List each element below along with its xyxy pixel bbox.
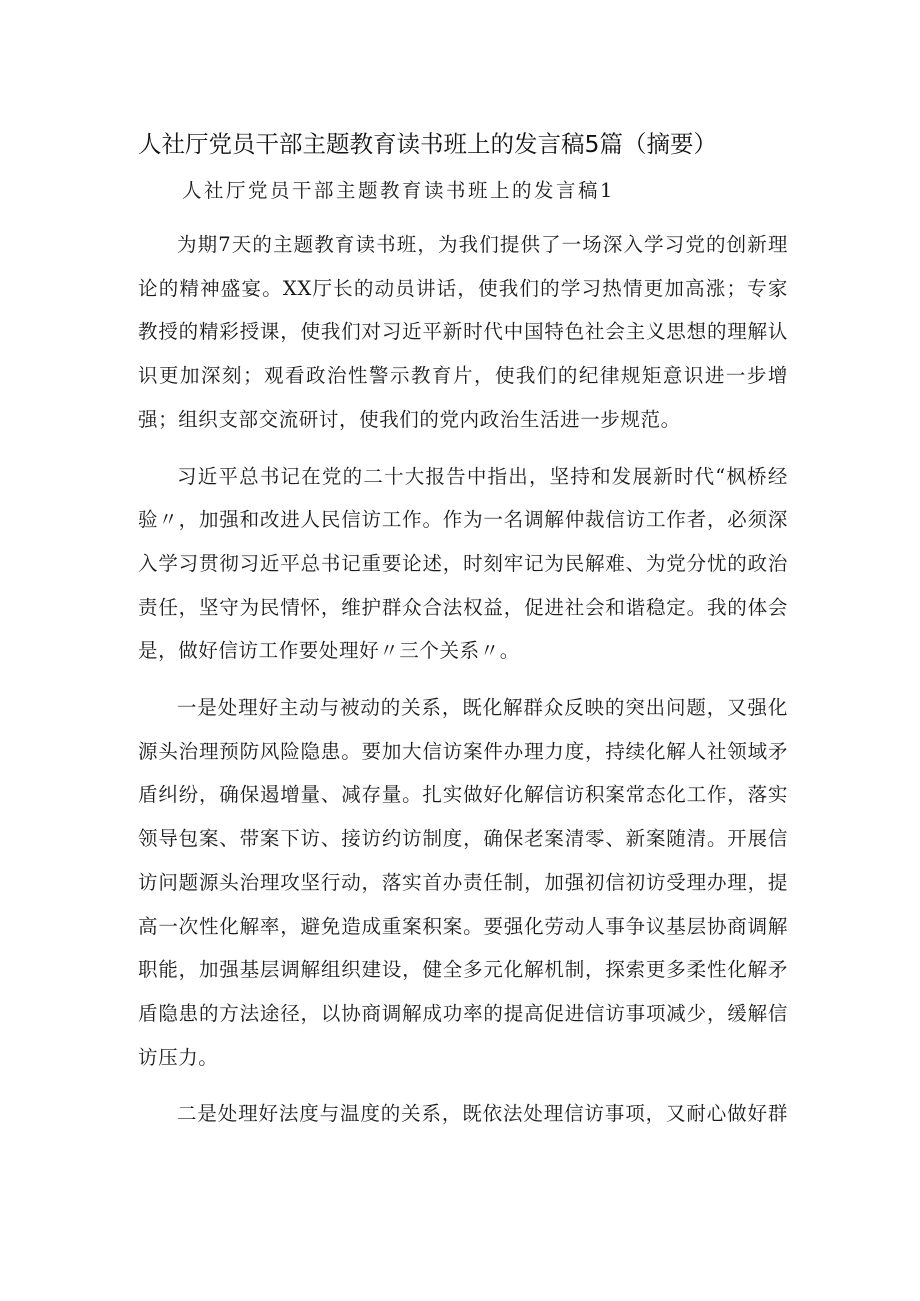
document-body [138,223,788,1149]
document-subtitle: 人社厅党员干部主题教育读书班上的发言稿1 [182,179,615,202]
paragraph-petition-work: 习近平总书记在党的二十大报告中指出，坚持和发展新时代“枫桥经验〃，加强和改进人民信访工作。作为一名调解仲裁信访工作者，必须深入学习贯彻习近平总书记重要论述，时刻牢记为民解难、为党分忧的政治责任，坚守为民情怀，维护群众合法权益，促进社会和谐稳定。我的体会是，做好信访工作要处理好〃三个关系〃。 [138,464,788,663]
paragraph-study-class: 为期7天的主题教育读书班，为我们提供了一场深入学习党的创新理论的精神盛宴。XX厅长的动员讲话，使我们的学习热情更加高涨；专家教授的精彩授课，使我们对习近平新时代中国特色社会主义思想的理解认识更加深刻；观看政治性警示教育片，使我们的纪律规矩意识进一步增强；组织支部交流研讨，使我们的党内政治生活进一步规范。 [138,233,788,431]
document-title: 人社厅党员干部主题教育读书班上的发言稿5篇（摘要） [138,130,717,158]
paragraph-relation-one: 一是处理好主动与被动的关系，既化解群众反映的突出问题，又强化源头治理预防风险隐患。要加大信访案件办理力度，持续化解人社领域矛盾纠纷，确保遏增量、减存量。扎实做好化解信访积案常态化工作，落实领导包案、带案下访、接访约访制度，确保老案清零、新案随清。开展信访问题源头治理攻坚行动，落实首办责任制，加强初信初访受理办理，提高一次性化解率，避免造成重案积案。要强化劳动人事争议基层协商调解职能，加强基层调解组织建设，健全多元化解机制，探索更多柔性化解矛盾隐患的方法途径，以协商调解成功率的提高促进信访事项减少，缓解信访压力。 [138,696,788,1069]
paragraph-relation-two: 二是处理好法度与温度的关系，既依法处理信访事项，又耐心做好群 [177,1102,788,1126]
